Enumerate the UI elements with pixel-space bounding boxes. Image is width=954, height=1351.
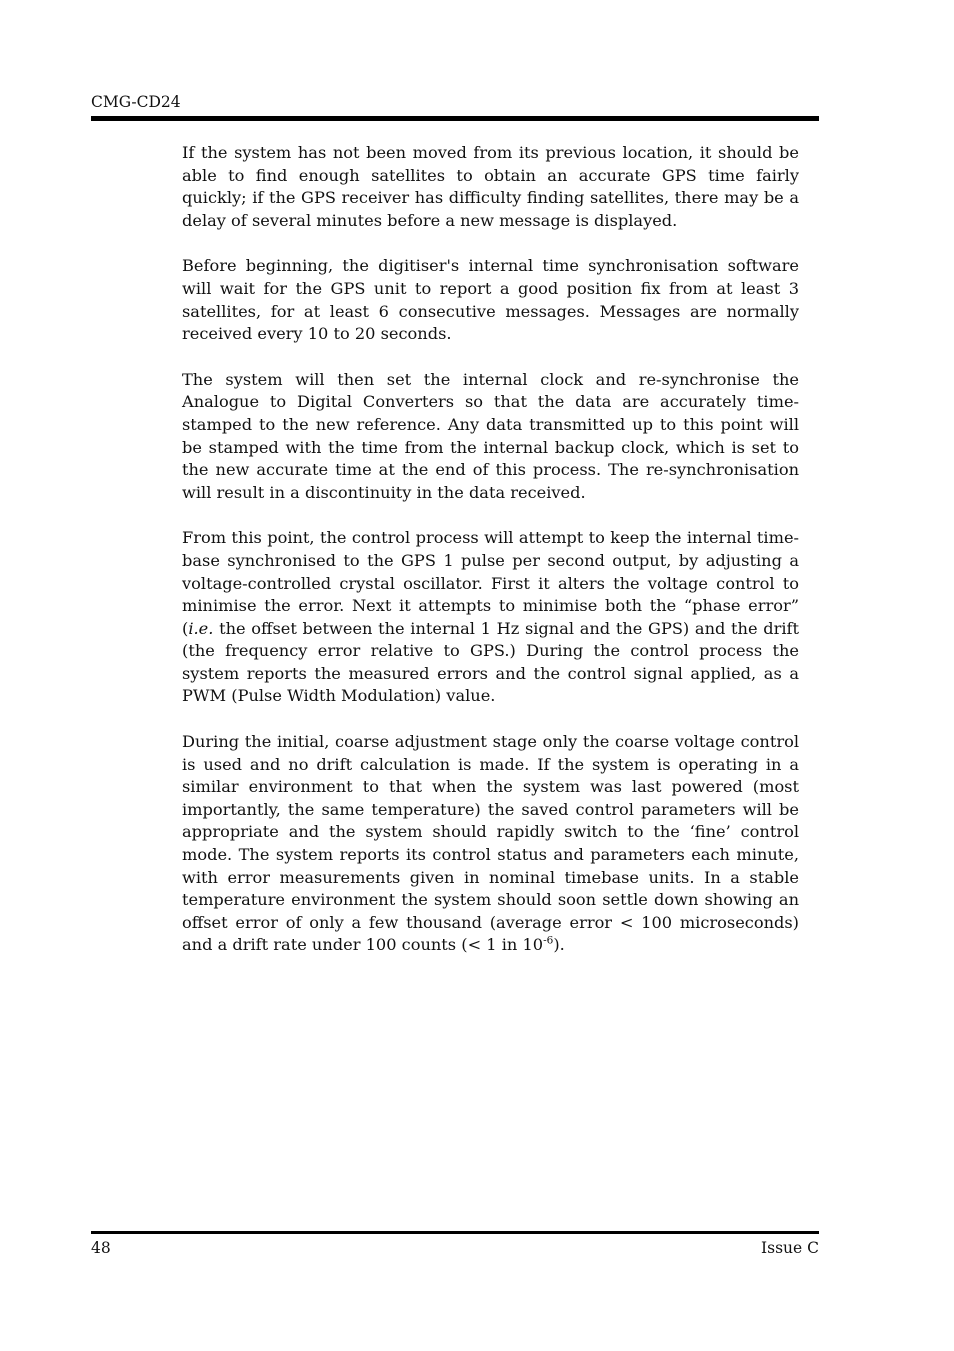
paragraph-control-process-italic: i.e. — [188, 618, 214, 638]
footer-rule — [91, 1231, 819, 1234]
issue-label: Issue C — [761, 1239, 819, 1257]
header-rule — [91, 116, 819, 121]
paragraph-coarse-adjustment-exponent: -6 — [543, 935, 554, 948]
page-footer — [91, 1238, 819, 1258]
paragraph-control-process-text-a: From this point, the control process will attempt to keep the internal time-base synchronised to the GPS 1 pulse per second output, by adjusting a voltage-controlled crystal oscillator. First it alters the voltage control to minimise the error. Next it attempts to minimise both the “phase error” ( — [182, 528, 799, 638]
paragraph-resynchronise: The system will then set the internal clock and re-synchronise the Analogue to Digital Converters so that the data are accurately time-stamped to the new reference. Any data transmitted up to this point will be stamped with the time from the internal backup clock, which is set to the new accurate time at the end of this process. The re-synchronisation will result in a discontinuity in the data received. — [182, 369, 799, 502]
page-header-title: CMG-CD24 — [91, 93, 181, 111]
paragraph-control-process-text-b: the offset between the internal 1 Hz signal and the GPS) and the drift (the frequency error relative to GPS.) During the control process the system reports the measured errors and the control signal applied, as a PWM (Pulse Width Modulation) value. — [182, 618, 799, 706]
paragraph-coarse-adjustment — [182, 731, 799, 957]
paragraph-position-fix: Before beginning, the digitiser's internal time synchronisation software will wait for the GPS unit to report a good position fix from at least 3 satellites, for at least 6 consecutive messages. Messages are normally received every 10 to 20 seconds. — [182, 256, 799, 344]
paragraph-control-process — [182, 527, 799, 708]
paragraph-coarse-adjustment-text: During the initial, coarse adjustment stage only the coarse voltage control is used and no drift calculation is made. If the system is operating in a similar environment to that when the system was last powered (most importantly, the same temperature) the saved control parameters will be appropriate and the system should rapidly switch to the ‘fine’ control mode. The system reports its control status and parameters each minute, with error measurements given in nominal timebase units. In a stable temperature environment the system should soon settle down showing an offset error of only a few thousand (average error < 100 microseconds) and a drift rate under 100 counts (< 1 in 10 — [182, 732, 799, 955]
page-number: 48 — [91, 1239, 111, 1257]
paragraph-coarse-adjustment-end: ). — [553, 935, 565, 955]
document-body — [182, 142, 799, 980]
paragraph-gps-satellites: If the system has not been moved from its previous location, it should be able to find enough satellites to obtain an accurate GPS time fairly quickly; if the GPS receiver has difficulty finding satellites, there may be a delay of several minutes before a new message is displayed. — [182, 143, 799, 230]
